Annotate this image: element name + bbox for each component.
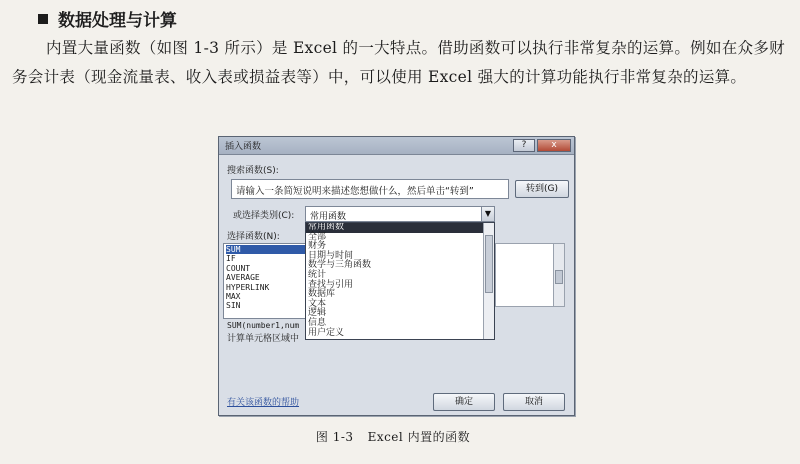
function-item[interactable]: MAX bbox=[226, 292, 241, 302]
function-help-link[interactable]: 有关该函数的帮助 bbox=[227, 398, 300, 408]
scrollbar-thumb[interactable] bbox=[555, 270, 563, 284]
function-item[interactable]: SUM bbox=[226, 245, 306, 254]
goto-button[interactable]: 转到(G) bbox=[515, 180, 569, 198]
category-select-value: 常用函数 bbox=[310, 212, 347, 222]
function-item[interactable]: COUNT bbox=[226, 263, 251, 273]
dropdown-scrollbar[interactable] bbox=[483, 223, 494, 339]
search-input[interactable]: 请输入一条简短说明来描述您想做什么，然后单击“转到” bbox=[231, 179, 509, 199]
select-function-label: 选择函数(N): bbox=[227, 232, 280, 242]
square-bullet-icon bbox=[38, 14, 48, 24]
category-option[interactable]: 信息 bbox=[308, 317, 327, 328]
figure-number: 图 1-3 bbox=[315, 430, 354, 444]
function-list-extension bbox=[495, 243, 555, 307]
category-option[interactable]: 数学与三角函数 bbox=[308, 260, 372, 271]
category-option[interactable]: 查找与引用 bbox=[308, 279, 354, 290]
scrollbar-thumb[interactable] bbox=[485, 235, 493, 293]
section-heading bbox=[38, 6, 177, 31]
category-option[interactable]: 统计 bbox=[308, 269, 327, 280]
section-heading-text: 数据处理与计算 bbox=[58, 11, 177, 31]
function-item[interactable]: HYPERLINK bbox=[226, 282, 270, 292]
function-description: 计算单元格区域中 bbox=[227, 334, 300, 344]
function-item[interactable]: SIN bbox=[226, 301, 241, 311]
function-list-scrollbar[interactable] bbox=[553, 243, 565, 307]
category-option[interactable]: 逻辑 bbox=[308, 308, 327, 319]
chevron-down-icon[interactable]: ▼ bbox=[481, 206, 495, 222]
insert-function-dialog bbox=[218, 136, 575, 416]
category-option[interactable]: 用户定义 bbox=[308, 327, 345, 338]
figure-caption bbox=[0, 428, 800, 445]
ok-button[interactable]: 确定 bbox=[433, 393, 495, 411]
category-option[interactable]: 数据库 bbox=[308, 289, 336, 300]
body-paragraph: 内置大量函数（如图 1-3 所示）是 Excel 的一大特点。借助函数可以执行非常复杂的运算。例如在众多财务会计表（现金流量表、收入表或损益表等）中，可以使用 Excel 强大的计算功能执行非常复杂的运算。 bbox=[12, 39, 785, 86]
figure-caption-text: Excel 内置的函数 bbox=[367, 430, 471, 444]
dialog-titlebar bbox=[219, 137, 574, 155]
function-syntax: SUM(number1,num bbox=[227, 321, 300, 330]
function-item[interactable]: IF bbox=[226, 254, 236, 264]
category-option[interactable]: 文本 bbox=[308, 298, 327, 309]
function-item[interactable]: AVERAGE bbox=[226, 273, 260, 283]
category-option[interactable]: 全部 bbox=[308, 231, 327, 242]
category-dropdown-list[interactable] bbox=[305, 222, 495, 340]
category-select[interactable] bbox=[305, 206, 495, 222]
close-button[interactable]: x bbox=[537, 139, 571, 152]
help-button[interactable]: ? bbox=[513, 139, 535, 152]
dialog-title: 插入函数 bbox=[225, 142, 262, 152]
search-label: 搜索函数(S): bbox=[227, 166, 279, 176]
function-list[interactable] bbox=[223, 243, 309, 319]
category-option[interactable]: 常用函数 bbox=[306, 223, 494, 233]
cancel-button[interactable]: 取消 bbox=[503, 393, 565, 411]
category-option[interactable]: 日期与时间 bbox=[308, 250, 354, 261]
category-label: 或选择类别(C): bbox=[233, 211, 295, 221]
category-option[interactable]: 财务 bbox=[308, 241, 327, 252]
